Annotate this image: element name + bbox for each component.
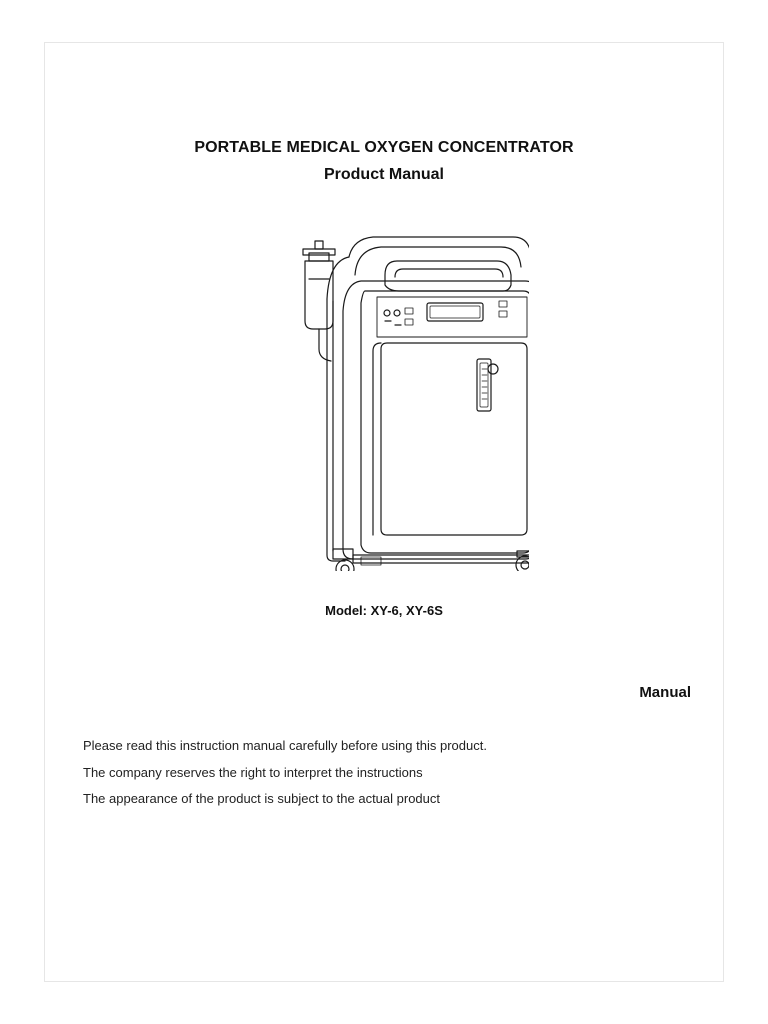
model-number: Model: XY-6, XY-6S (325, 603, 443, 618)
document-subtitle: Product Manual (323, 166, 444, 183)
note-item: The appearance of the product is subject to the actual product (83, 791, 441, 806)
document-title: PORTABLE MEDICAL OXYGEN CONCENTRATOR (194, 139, 574, 156)
notes-list (83, 737, 683, 817)
manual-label: Manual (639, 684, 691, 701)
oxygen-concentrator-icon (269, 219, 529, 571)
note-item: The company reserves the right to interpret the instructions (83, 764, 423, 780)
manual-cover-page (44, 42, 724, 982)
note-item: Please read this instruction manual carefully before using this product. (83, 738, 487, 753)
